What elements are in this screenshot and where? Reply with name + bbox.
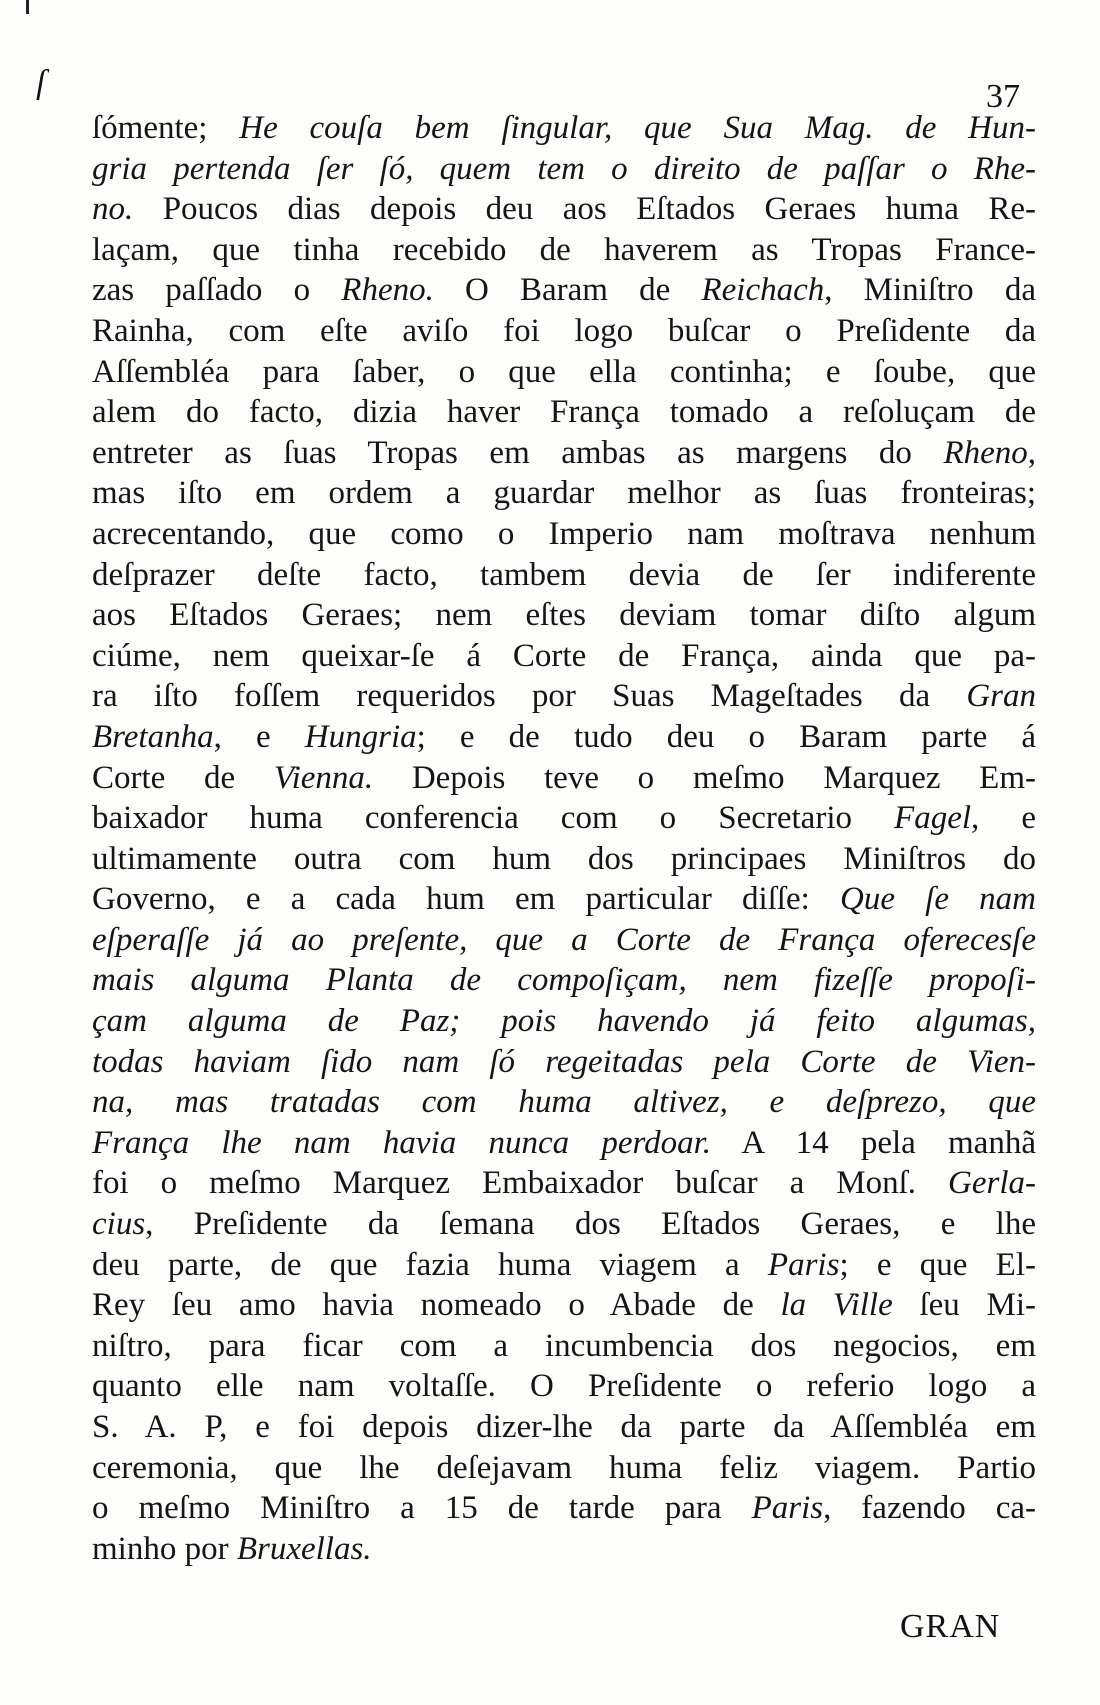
margin-mark: ſ bbox=[36, 64, 46, 101]
text-line bbox=[92, 1326, 1036, 1367]
text-line bbox=[92, 230, 1036, 271]
text-segment: na, mas tratadas com huma altivez, e deſprezo, que bbox=[92, 1084, 1036, 1121]
text-segment: laçam, que tinha recebido de haverem as Tropas France- bbox=[92, 231, 1036, 268]
text-segment: Gerla- bbox=[948, 1165, 1036, 1202]
text-line bbox=[92, 189, 1036, 230]
text-segment: ceremonia, que lhe deſejavam huma feliz viagem. Partio bbox=[92, 1449, 1036, 1486]
text-segment: Hungria bbox=[304, 718, 417, 755]
text-segment: Depois teve o meſmo Marquez Em- bbox=[373, 759, 1036, 796]
text-line bbox=[92, 758, 1036, 799]
text-line bbox=[92, 1123, 1036, 1164]
text-segment: quanto elle nam voltaſſe. O Preſidente o referio logo a bbox=[92, 1368, 1036, 1405]
text-line bbox=[92, 798, 1036, 839]
text-segment: Bretanha bbox=[92, 718, 214, 755]
text-segment: ultimamente outra com hum dos principaes Miniſtros do bbox=[92, 840, 1036, 877]
text-line bbox=[92, 1285, 1036, 1326]
text-line bbox=[92, 1366, 1036, 1407]
text-segment: O Baram de bbox=[433, 272, 702, 309]
text-line bbox=[92, 392, 1036, 433]
text-segment: gria pertenda ſer ſó, quem tem o direito de paſſar o Rhe- bbox=[92, 150, 1036, 187]
text-line bbox=[92, 311, 1036, 352]
text-segment: Poucos dias depois deu aos Eſtados Geraes huma Re- bbox=[162, 191, 1036, 228]
text-segment: o meſmo Miniſtro a 15 de tarde para bbox=[92, 1490, 752, 1527]
text-line bbox=[92, 1042, 1036, 1083]
text-line bbox=[92, 1407, 1036, 1448]
text-line bbox=[92, 960, 1036, 1001]
catchword: GRAN bbox=[900, 1608, 1001, 1645]
text-segment: cius bbox=[92, 1206, 146, 1243]
text-segment: Fagel bbox=[894, 800, 972, 837]
text-segment: todas haviam ſido nam ſó regeitadas pela Corte de Vien- bbox=[92, 1043, 1036, 1080]
text-segment: Bruxellas. bbox=[236, 1530, 372, 1567]
text-segment: Gran bbox=[966, 678, 1036, 715]
text-segment: alem do facto, dizia haver França tomado a reſoluçam de bbox=[92, 394, 1036, 431]
text-line bbox=[92, 270, 1036, 311]
text-line bbox=[92, 1082, 1036, 1123]
text-segment: mais alguma Planta de compoſiçam, nem fizeſſe propoſi- bbox=[92, 962, 1036, 999]
text-segment: acrecentando, que como o Imperio nam moſtrava nenhum bbox=[92, 515, 1036, 552]
text-segment: deſprazer deſte facto, tambem devia de ſer indiferente bbox=[92, 556, 1036, 593]
text-segment: deu parte, de que fazia huma viagem a bbox=[92, 1246, 768, 1283]
text-line bbox=[92, 433, 1036, 474]
text-segment: Rheno. bbox=[341, 272, 434, 309]
text-segment: entreter as ſuas Tropas em ambas as margens do bbox=[92, 434, 944, 471]
text-segment: He couſa bem ſingular, que Sua Mag. de Hun- bbox=[239, 110, 1036, 146]
text-segment: Governo, e a cada hum em particular diſſe: bbox=[92, 881, 841, 918]
text-segment: baixador huma conferencia com o Secretario bbox=[92, 800, 895, 837]
text-segment: S. A. P, e foi depois dizer-lhe da parte da Aſſembléa em bbox=[92, 1409, 1036, 1445]
text-line bbox=[92, 514, 1036, 555]
text-segment: , e bbox=[213, 718, 305, 755]
text-segment: Rainha, com eſte aviſo foi logo buſcar o Preſidente da bbox=[92, 312, 1036, 349]
text-segment: Paris bbox=[751, 1490, 824, 1527]
text-segment: mas iſto em ordem a guardar melhor as ſuas fronteiras; bbox=[92, 475, 1036, 512]
text-line bbox=[92, 717, 1036, 758]
text-segment: ; e que El- bbox=[839, 1246, 1036, 1283]
text-line bbox=[92, 1001, 1036, 1042]
text-segment: , Preſidente da ſemana dos Eſtados Geraes, e lhe bbox=[145, 1206, 1036, 1243]
text-segment: Corte de bbox=[92, 759, 274, 796]
text-segment: ſómente; bbox=[92, 110, 240, 146]
text-segment: A 14 pela manhã bbox=[711, 1124, 1036, 1161]
text-line bbox=[92, 636, 1036, 677]
text-line bbox=[92, 920, 1036, 961]
text-line bbox=[92, 108, 1036, 149]
text-line bbox=[92, 839, 1036, 880]
text-segment: Reichach bbox=[701, 272, 825, 309]
text-segment: , Miniſtro da bbox=[824, 272, 1036, 309]
text-segment: ſeu Mi- bbox=[892, 1287, 1036, 1324]
text-segment: , bbox=[1027, 434, 1036, 471]
text-line bbox=[92, 473, 1036, 514]
text-segment: çam alguma de Paz; pois havendo já feito algumas, bbox=[92, 1003, 1036, 1040]
text-segment: zas paſſado o bbox=[92, 272, 342, 309]
text-segment: eſperaſſe já ao preſente, que a Corte de França oferecesſe bbox=[92, 921, 1036, 958]
text-line bbox=[92, 1204, 1036, 1245]
text-segment: Paris bbox=[767, 1246, 840, 1283]
text-line bbox=[92, 1529, 1036, 1570]
text-segment: Rey ſeu amo havia nomeado o Abade de bbox=[92, 1287, 781, 1324]
text-segment: , fazendo ca- bbox=[823, 1490, 1037, 1527]
text-line bbox=[92, 1448, 1036, 1489]
text-line bbox=[92, 1245, 1036, 1286]
text-segment: minho por bbox=[92, 1530, 237, 1567]
text-segment: Vienna. bbox=[273, 759, 374, 796]
text-segment: aos Eſtados Geraes; nem eſtes deviam tomar diſto algum bbox=[92, 597, 1036, 634]
text-segment: Aſſembléa para ſaber, o que ella continha; e ſoube, que bbox=[92, 353, 1036, 390]
text-segment: no. bbox=[92, 191, 163, 228]
text-line bbox=[92, 555, 1036, 596]
text-line bbox=[92, 352, 1036, 393]
text-line bbox=[92, 1488, 1036, 1529]
text-line bbox=[92, 879, 1036, 920]
body-text bbox=[92, 108, 1036, 1569]
text-segment: ; e de tudo deu o Baram parte á bbox=[416, 718, 1036, 755]
text-line bbox=[92, 676, 1036, 717]
text-segment: la Ville bbox=[780, 1287, 893, 1324]
text-segment: foi o meſmo Marquez Embaixador buſcar a Monſ. bbox=[92, 1165, 949, 1202]
text-segment: , e bbox=[971, 800, 1036, 837]
text-segment: Rheno bbox=[943, 434, 1028, 471]
text-segment: ciúme, nem queixar-ſe á Corte de França, ainda que pa- bbox=[92, 637, 1036, 674]
text-line bbox=[92, 595, 1036, 636]
text-segment: Que ſe nam bbox=[840, 881, 1036, 918]
text-line bbox=[92, 149, 1036, 190]
text-segment: França lhe nam havia nunca perdoar. bbox=[92, 1124, 712, 1161]
text-segment: niſtro, para ficar com a incumbencia dos negocios, em bbox=[92, 1327, 1036, 1364]
page-number: 37 bbox=[986, 78, 1020, 115]
ink-mark bbox=[26, 0, 29, 14]
text-segment: ra iſto foſſem requeridos por Suas Mageſtades da bbox=[92, 678, 967, 715]
text-line bbox=[92, 1163, 1036, 1204]
